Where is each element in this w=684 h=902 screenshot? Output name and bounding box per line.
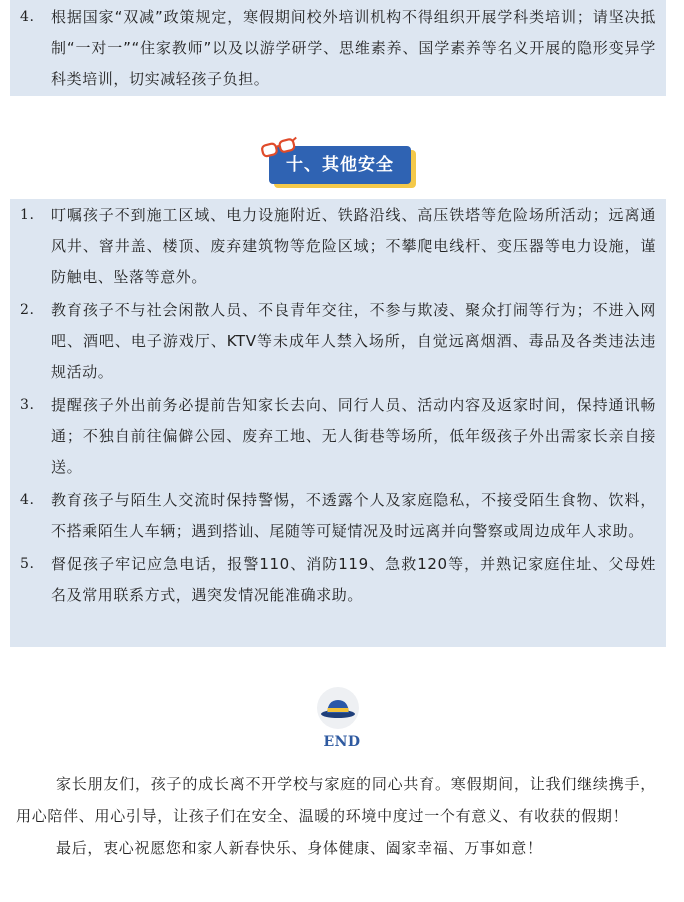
list-item (10, 549, 666, 611)
item-text: 叮嘱孩子不到施工区域、电力设施附近、铁路沿线、高压铁塔等危险场所活动；远离通风井、窨井盖、楼顶、废弃建筑物等危险区域；不攀爬电线杆、变压器等电力设施，谨防触电、坠落等意外。 (51, 206, 656, 286)
item-text: 教育孩子与陌生人交流时保持警惕，不透露个人及家庭隐私，不接受陌生食物、饮料，不搭乘陌生人车辆；遇到搭讪、尾随等可疑情况及时远离并向警察或周边成年人求助。 (51, 491, 656, 540)
item-text: 提醒孩子外出前务必提前告知家长去向、同行人员、活动内容及返家时间，保持通讯畅通；不独自前往偏僻公园、废弃工地、无人街巷等场所，低年级孩子外出需家长亲自接送。 (51, 396, 656, 476)
section-title: 十、其他安全 (269, 146, 411, 184)
list-item (10, 2, 666, 95)
item-number: 5. (20, 556, 35, 572)
item-number: 4. (20, 492, 35, 508)
closing-text (16, 768, 656, 864)
glasses-icon (259, 136, 299, 158)
item-text: 督促孩子牢记应急电话，报警110、消防119、急救120等，并熟记家庭住址、父母姓名及常用联系方式，遇突发情况能准确求助。 (51, 555, 656, 604)
item-number: 3. (20, 397, 35, 413)
section-items-block (10, 199, 666, 647)
hat-icon (316, 686, 360, 730)
closing-paragraph: 最后，衷心祝愿您和家人新春快乐、身体健康、阖家幸福、万事如意！ (56, 839, 543, 857)
item-block-previous (10, 0, 666, 96)
item-number: 1. (20, 207, 35, 223)
item-text: 教育孩子不与社会闲散人员、不良青年交往，不参与欺凌、聚众打闹等行为；不进入网吧、酒吧、电子游戏厅、KTV等未成年人禁入场所，自觉远离烟酒、毒品及各类违法违规活动。 (51, 301, 656, 381)
list-item (10, 485, 666, 547)
closing-paragraph: 家长朋友们，孩子的成长离不开学校与家庭的同心共育。寒假期间，让我们继续携手，用心陪伴、用心引导，让孩子们在安全、温暖的环境中度过一个有意义、有收获的假期！ (16, 775, 656, 825)
item-number: 4. (20, 9, 35, 25)
list-item (10, 295, 666, 388)
list-item (10, 200, 666, 293)
end-label: END (323, 734, 361, 750)
item-number: 2. (20, 302, 35, 318)
list-item (10, 390, 666, 483)
section-heading (257, 136, 417, 192)
item-text: 根据国家“双减”政策规定，寒假期间校外培训机构不得组织开展学科类培训；请坚决抵制“一对一”“住家教师”以及以游学研学、思维素养、国学素养等名义开展的隐形变异学科类培训，切实减轻孩子负担。 (51, 8, 656, 88)
